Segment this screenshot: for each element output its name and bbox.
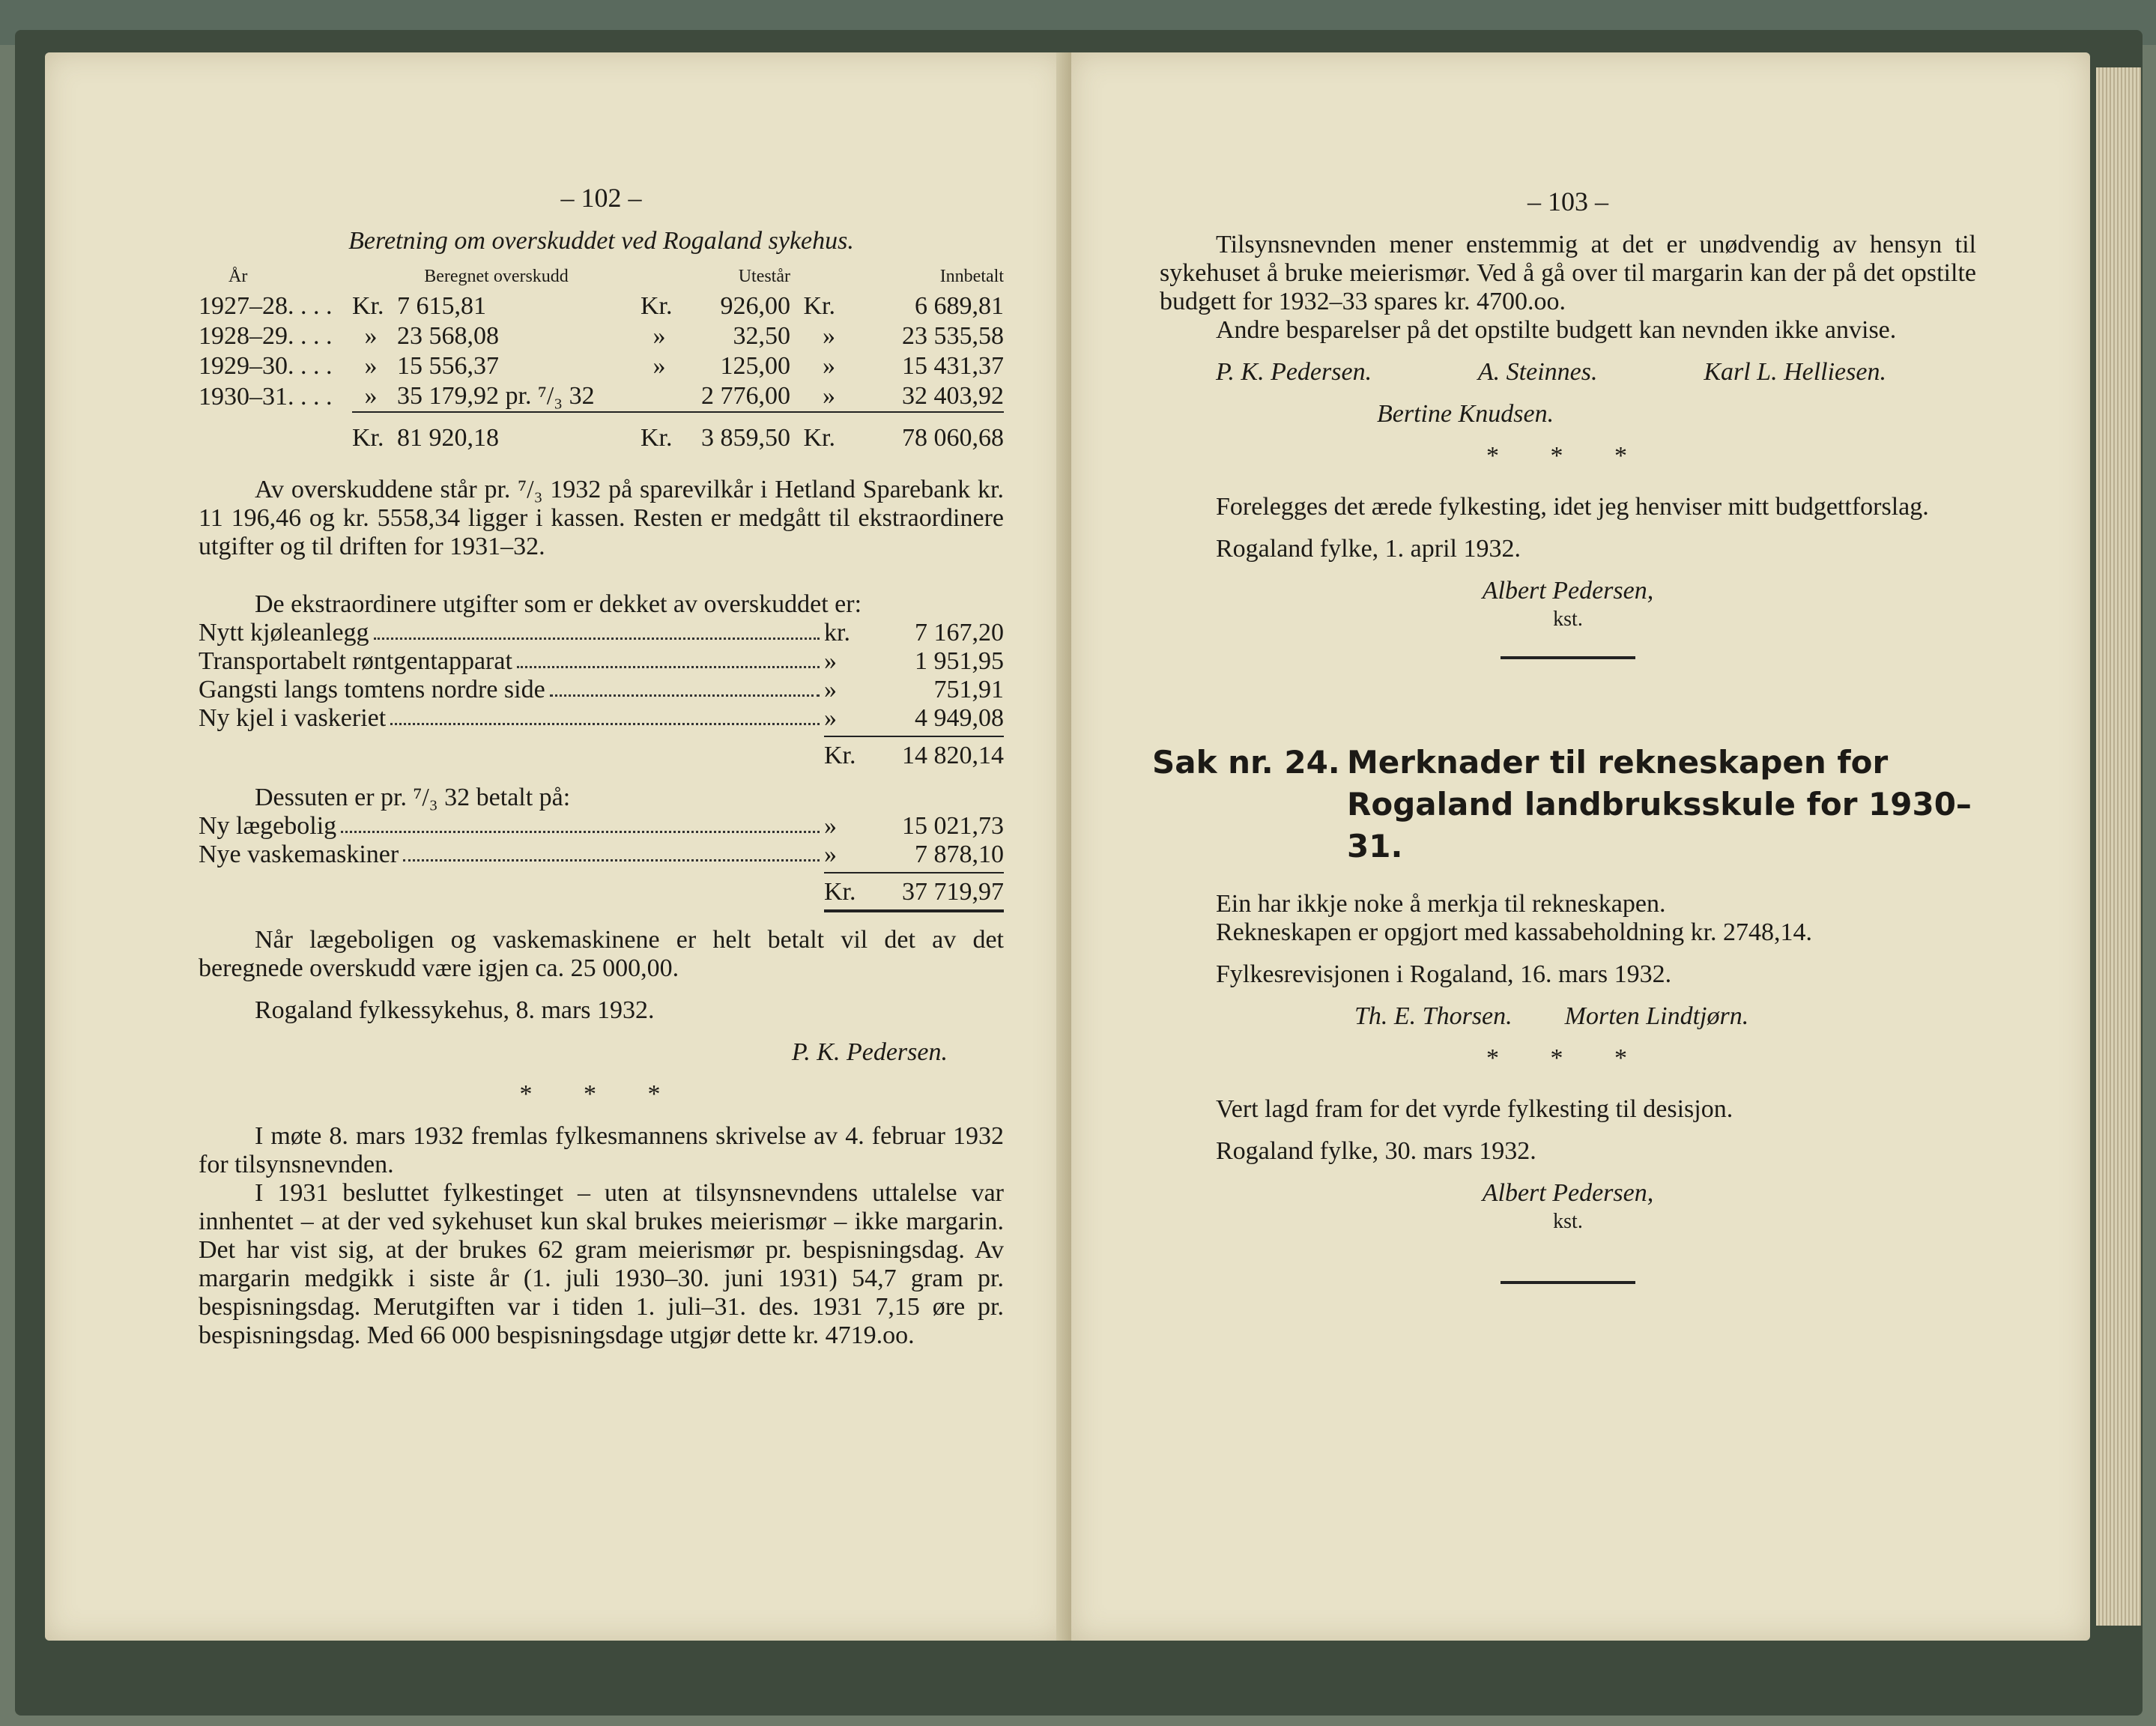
table-row: [199, 321, 1004, 351]
expense-currency: »: [824, 647, 837, 675]
cell: 1927–28. . . .: [199, 292, 333, 320]
case-number: Sak nr. 24.: [1152, 744, 1340, 781]
cell: 23 568,08: [397, 322, 499, 350]
cell: Kr.: [790, 412, 835, 453]
cell: 7 615,81: [397, 292, 486, 320]
paragraph: Ein har ikkje noke å merkja til rekneskapen.: [1216, 890, 1666, 918]
signature-title: kst.: [1553, 608, 1583, 631]
cell: »: [652, 322, 666, 350]
cell: 23 535,58: [902, 322, 1004, 350]
paragraph: Rekneskapen er opgjort med kassabeholdning kr. 2748,14.: [1216, 918, 1813, 946]
table-row: [199, 351, 1004, 381]
signature: Karl L. Helliesen.: [1704, 358, 1886, 386]
page-number: – 102 –: [560, 183, 642, 213]
left-page-content: [199, 184, 1004, 1350]
cell: 1928–29. . . .: [199, 322, 333, 350]
cell: 6 689,81: [915, 292, 1004, 320]
section-separator: * * *: [1486, 442, 1650, 470]
cell: 1930–31. . . .: [199, 382, 333, 411]
cell: Kr.: [352, 412, 390, 453]
expense-currency: »: [824, 676, 837, 703]
paragraph: I 1931 besluttet fylkestinget – uten at tilsynsnevndens uttalelse var innhentet – at der ved sykehuset kun skal brukes meierismør – ikke margarin. Det har vist sig, at der brukes 62 gram meierismør pr. bespisningsdag. Av margarin medgikk i siste år (1. juli 1930–30. juni 1931) 54,7 gram pr. bespisningsdag. Merutgiften var i tiden 1. juli–31. des. 1931 7,15 øre pr. bespisningsdag. Med 66 000 bespisningsdage utgjør dette kr. 4719.oo.: [199, 1179, 1004, 1349]
cell: »: [823, 352, 835, 380]
paragraph: Vert lagd fram for det vyrde fylkesting til desisjon.: [1216, 1095, 1733, 1123]
expense-label: Ny kjel i vaskeriet: [199, 704, 387, 732]
expense-currency: »: [824, 704, 837, 732]
expense-item: [199, 647, 1004, 676]
signature: Bertine Knudsen.: [1377, 400, 1554, 428]
expense-item: [199, 812, 1004, 841]
header-year: År: [228, 267, 248, 286]
paragraph: De ekstraordinere utgifter som er dekket av overskuddet er:: [255, 590, 862, 618]
cell: Kr.: [803, 292, 835, 320]
expense-amount: 751,91: [933, 676, 1004, 703]
expense-label: Transportabelt røntgentapparat: [199, 647, 512, 675]
paragraph: Tilsynsnevnden mener enstemmig at det er unødvendig av hensyn til sykehuset å bruke meierismør. Ved å gå over til margarin kan der på det opstilte budgett for 1932–33 spares kr. 4700.oo.: [1160, 231, 1976, 315]
total-amount: 14 820,14: [902, 742, 1004, 769]
left-page: [45, 52, 1064, 1641]
cell: 15 556,37: [397, 352, 499, 380]
cell: 32 403,92: [902, 382, 1004, 410]
expense-amount: 7 167,20: [915, 619, 1004, 647]
place-date: Rogaland fylke, 1. april 1932.: [1216, 535, 1521, 563]
cell: »: [823, 382, 835, 410]
table-totals-row: [199, 412, 1004, 453]
signature: Albert Pedersen,: [1482, 1179, 1654, 1207]
cell: [641, 381, 678, 412]
cell: Kr.: [641, 412, 678, 453]
right-page: [1071, 52, 2090, 1641]
cell: 32,50: [733, 322, 790, 350]
signature: P. K. Pedersen.: [791, 1038, 948, 1066]
signature-title: kst.: [1553, 1210, 1583, 1233]
signature: P. K. Pedersen.: [1216, 358, 1372, 386]
header-paid: Innbetalt: [939, 267, 1004, 286]
place-date: Fylkesrevisjonen i Rogaland, 16. mars 1932.: [1216, 960, 1672, 988]
cell: »: [652, 352, 666, 380]
place-date: Rogaland fylke, 30. mars 1932.: [1216, 1137, 1536, 1165]
expense-total: [199, 878, 1004, 906]
expense-currency: kr.: [824, 619, 850, 647]
signature: A. Steinnes.: [1477, 358, 1598, 386]
expense-item: [199, 676, 1004, 704]
place-date: Rogaland fylkessykehus, 8. mars 1932.: [255, 996, 655, 1024]
cell: 81 920,18: [390, 412, 641, 453]
cell: 926,00: [720, 292, 790, 320]
total-currency: Kr.: [824, 742, 856, 769]
case-heading: [1152, 742, 1976, 867]
paragraph: Når lægeboligen og vaskemaskinene er helt betalt vil det av det beregnede overskudd være igjen ca. 25 000,00.: [199, 926, 1004, 982]
expense-label: Ny lægebolig: [199, 812, 337, 840]
cell: Kr.: [352, 292, 384, 320]
expense-amount: 7 878,10: [915, 841, 1004, 868]
paragraph: Dessuten er pr. ⁷/₃ 32 betalt på:: [255, 784, 571, 811]
paragraph: I møte 8. mars 1932 fremlas fylkesmannens skrivelse av 4. februar 1932 for tilsynsnevnden.: [199, 1122, 1004, 1178]
table-row: [199, 291, 1004, 321]
signature-row: [1160, 358, 1976, 387]
page-number: – 103 –: [1527, 187, 1608, 216]
signature: Morten Lindtjørn.: [1564, 1002, 1749, 1030]
surplus-table: [199, 261, 1004, 453]
header-outstanding: Utestår: [738, 267, 790, 286]
expense-amount: 1 951,95: [915, 647, 1004, 675]
expense-item: [199, 704, 1004, 733]
cell: »: [823, 322, 835, 350]
cell: [199, 412, 352, 453]
signature-row: [1160, 1002, 1976, 1031]
report-title: Beretning om overskuddet ved Rogaland sykehus.: [348, 227, 854, 255]
divider: [1501, 1281, 1635, 1284]
total-currency: Kr.: [824, 878, 856, 906]
cell: Kr.: [641, 292, 673, 320]
expense-total: [199, 742, 1004, 770]
table-header-row: [199, 261, 1004, 291]
header-calculated: Beregnet overskudd: [424, 267, 569, 286]
cell: 15 431,37: [902, 352, 1004, 380]
cell: »: [364, 382, 378, 410]
signature: Th. E. Thorsen.: [1354, 1002, 1512, 1030]
cell: 2 776,00: [701, 382, 790, 410]
expense-currency: »: [824, 812, 837, 840]
expense-label: Gangsti langs tomtens nordre side: [199, 676, 545, 703]
page-edges: [2096, 67, 2141, 1626]
signature: Albert Pedersen,: [1482, 577, 1654, 605]
expense-amount: 15 021,73: [902, 812, 1004, 840]
expense-item: [199, 619, 1004, 647]
cell: 3 859,50: [678, 412, 790, 453]
expense-currency: »: [824, 841, 837, 868]
paragraph: Andre besparelser på det opstilte budgett kan nevnden ikke anvise.: [1216, 316, 1897, 344]
cell: »: [364, 352, 378, 380]
expense-label: Nye vaskemaskiner: [199, 841, 399, 868]
cell: 125,00: [720, 352, 790, 380]
table-row: [199, 381, 1004, 412]
cell: 35 179,92 pr. ⁷/₃ 32: [397, 382, 595, 410]
cell: 78 060,68: [835, 412, 1004, 453]
paragraph: Forelegges det ærede fylkesting, idet jeg henviser mitt budgettforslag.: [1216, 493, 1929, 521]
cell: 1929–30. . . .: [199, 352, 333, 380]
case-title: Merknader til rekneskapen for Rogaland landbruksskule for 1930–31.: [1347, 744, 1972, 864]
section-separator: * * *: [1486, 1044, 1650, 1072]
cell: »: [364, 322, 378, 350]
total-amount: 37 719,97: [902, 878, 1004, 906]
expense-label: Nytt kjøleanlegg: [199, 619, 369, 647]
paragraph: Av overskuddene står pr. ⁷/₃ 1932 på sparevilkår i Hetland Sparebank kr. 11 196,46 og kr. 5558,34 ligger i kassen. Resten er medgått til ekstraordinere utgifter og til driften for 1931–32.: [199, 476, 1004, 560]
section-separator: * * *: [519, 1080, 683, 1108]
expense-amount: 4 949,08: [915, 704, 1004, 732]
expense-item: [199, 841, 1004, 869]
right-page-content: [1152, 187, 1976, 1284]
